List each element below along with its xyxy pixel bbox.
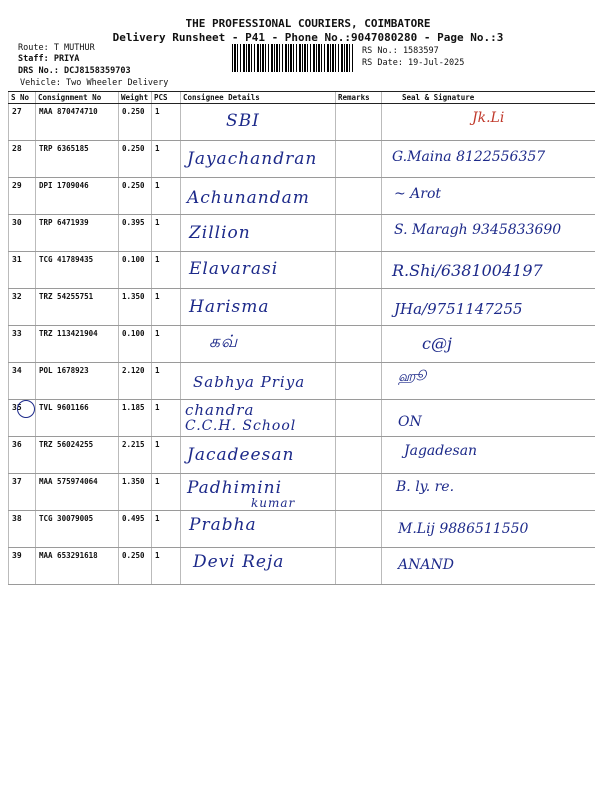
consignee-cell (181, 215, 336, 252)
consignee-cell (181, 400, 336, 437)
signature-cell (382, 326, 595, 363)
col-consignee: Consignee Details (181, 92, 336, 104)
consignee-cell (181, 141, 336, 178)
consignee-cell (181, 511, 336, 548)
table-row (9, 400, 595, 437)
rs-date: RS Date: 19-Jul-2025 (362, 58, 465, 68)
table-row (9, 215, 595, 252)
signature: ~ Arot (394, 186, 442, 202)
col-pcs: PCS (152, 92, 181, 104)
remarks-cell (336, 326, 382, 363)
remarks-cell (336, 104, 382, 141)
consignee-name: Sabhya Priya (193, 373, 306, 391)
remarks-cell (336, 178, 382, 215)
signature: S. Maragh 9345833690 (394, 222, 562, 238)
sno-cell: 33 (9, 326, 36, 363)
consignee-name: Prabha (189, 515, 257, 535)
signature: B. ly. re. (396, 479, 455, 495)
signature: JHa/9751147255 (394, 300, 523, 318)
consignment-cell: TRP 6365185 (36, 141, 119, 178)
pcs-cell: 1 (152, 437, 181, 474)
table-header-row (9, 92, 595, 104)
weight-cell: 1.185 (119, 400, 152, 437)
consignee-name: Harisma (189, 297, 270, 317)
pcs-cell: 1 (152, 363, 181, 400)
signature-cell (382, 178, 595, 215)
signature-cell (382, 104, 595, 141)
signature: G.Maina 8122556357 (392, 149, 546, 165)
remarks-cell (336, 511, 382, 548)
consignee-name: Achunandam (187, 188, 310, 208)
consignee-cell (181, 326, 336, 363)
remarks-cell (336, 437, 382, 474)
remarks-cell (336, 215, 382, 252)
remarks-cell (336, 363, 382, 400)
table-row (9, 437, 595, 474)
consignee-line2: C.C.H. School (185, 418, 297, 434)
company-title: THE PROFESSIONAL COURIERS, COIMBATORE (185, 17, 431, 30)
pcs-cell: 1 (152, 548, 181, 585)
route-label: Route: T MUTHUR (18, 43, 95, 53)
runsheet-title: Delivery Runsheet - P41 - Phone No.:9047080280 - Page No.:3 (112, 31, 504, 44)
consignment-cell: MAA 653291618 (36, 548, 119, 585)
table-row (9, 178, 595, 215)
sno-cell (9, 400, 36, 437)
table-row (9, 252, 595, 289)
signature: Jagadesan (404, 443, 478, 459)
consignee-name: Zillion (189, 223, 251, 243)
consignee-cell (181, 548, 336, 585)
consignee-name: Elavarasi (189, 259, 279, 279)
vehicle-label: Vehicle: Two Wheeler Delivery (20, 78, 169, 88)
weight-cell: 1.350 (119, 474, 152, 511)
signature-cell (382, 363, 595, 400)
weight-cell: 1.350 (119, 289, 152, 326)
consignment-cell: TVL 9601166 (36, 400, 119, 437)
consignee-cell (181, 474, 336, 511)
pcs-cell: 1 (152, 215, 181, 252)
remarks-cell (336, 289, 382, 326)
remarks-cell (336, 548, 382, 585)
weight-cell: 0.250 (119, 141, 152, 178)
col-consignment: Consignment No (36, 92, 119, 104)
consignment-cell: TRZ 113421904 (36, 326, 119, 363)
weight-cell: 0.250 (119, 104, 152, 141)
pcs-cell: 1 (152, 400, 181, 437)
signature-cell (382, 215, 595, 252)
consignee-cell (181, 363, 336, 400)
table-row (9, 548, 595, 585)
weight-cell: 0.495 (119, 511, 152, 548)
consignment-cell: POL 1678923 (36, 363, 119, 400)
consignee-line2: kumar (251, 496, 296, 510)
circle-mark (17, 400, 35, 418)
consignment-cell: TCG 41789435 (36, 252, 119, 289)
table-row (9, 363, 595, 400)
consignee-name: கவ் (209, 332, 239, 352)
signature: ANAND (398, 557, 454, 573)
col-remarks: Remarks (336, 92, 382, 104)
signature: R.Shi/6381004197 (392, 261, 543, 280)
pcs-cell: 1 (152, 326, 181, 363)
consignment-cell: MAA 575974064 (36, 474, 119, 511)
consignment-cell: TRP 6471939 (36, 215, 119, 252)
signature: Jk.Li (472, 110, 505, 126)
table-row (9, 326, 595, 363)
pcs-cell: 1 (152, 474, 181, 511)
weight-cell: 0.100 (119, 326, 152, 363)
weight-cell: 2.215 (119, 437, 152, 474)
consignment-cell: TRZ 56024255 (36, 437, 119, 474)
signature-cell (382, 511, 595, 548)
sno-cell: 27 (9, 104, 36, 141)
drs-label: DRS No.: DCJ8158359703 (18, 66, 131, 76)
pcs-cell: 1 (152, 511, 181, 548)
table-row (9, 104, 595, 141)
sno-cell: 38 (9, 511, 36, 548)
runsheet-table (8, 91, 595, 585)
consignee-name: Jayachandran (187, 149, 318, 169)
remarks-cell (336, 474, 382, 511)
weight-cell: 0.395 (119, 215, 152, 252)
col-weight: Weight (119, 92, 152, 104)
consignment-cell: MAA 870474710 (36, 104, 119, 141)
col-sno: S No (9, 92, 36, 104)
consignee-name: SBI (226, 111, 260, 131)
sno-cell: 37 (9, 474, 36, 511)
consignee-name: chandra (185, 401, 255, 419)
signature: ON (398, 414, 422, 430)
sno-value: 35 (12, 403, 22, 412)
consignee-cell (181, 104, 336, 141)
signature-cell (382, 437, 595, 474)
consignee-cell (181, 437, 336, 474)
consignee-name: Devi Reja (193, 552, 285, 572)
rs-number: RS No.: 1583597 (362, 46, 439, 56)
sno-cell: 32 (9, 289, 36, 326)
sno-cell: 39 (9, 548, 36, 585)
consignee-cell (181, 178, 336, 215)
signature-cell (382, 252, 595, 289)
remarks-cell (336, 400, 382, 437)
consignment-cell: TRZ 54255751 (36, 289, 119, 326)
pcs-cell: 1 (152, 141, 181, 178)
consignment-cell: DPI 1709046 (36, 178, 119, 215)
consignee-cell (181, 252, 336, 289)
weight-cell: 2.120 (119, 363, 152, 400)
pcs-cell: 1 (152, 252, 181, 289)
sno-cell: 30 (9, 215, 36, 252)
signature-cell (382, 548, 595, 585)
weight-cell: 0.250 (119, 178, 152, 215)
table-row (9, 141, 595, 178)
table-row (9, 289, 595, 326)
pcs-cell: 1 (152, 104, 181, 141)
pcs-cell: 1 (152, 178, 181, 215)
staff-label: Staff: PRIYA (18, 54, 80, 64)
sno-cell: 29 (9, 178, 36, 215)
pcs-cell: 1 (152, 289, 181, 326)
sno-cell: 28 (9, 141, 36, 178)
consignment-cell: TCG 30079005 (36, 511, 119, 548)
sno-cell: 34 (9, 363, 36, 400)
weight-cell: 0.100 (119, 252, 152, 289)
consignee-name: Jacadeesan (187, 445, 295, 465)
signature: ஹூ (398, 369, 426, 385)
barcode (232, 44, 354, 72)
table-row (9, 511, 595, 548)
signature-cell (382, 289, 595, 326)
signature-cell (382, 474, 595, 511)
sno-cell: 36 (9, 437, 36, 474)
sno-cell: 31 (9, 252, 36, 289)
table-row (9, 474, 595, 511)
col-signature: Seal & Signature (382, 92, 595, 104)
weight-cell: 0.250 (119, 548, 152, 585)
signature-cell (382, 141, 595, 178)
consignee-name: Padhimini (187, 478, 283, 498)
signature: M.Lij 9886511550 (398, 521, 529, 537)
remarks-cell (336, 141, 382, 178)
remarks-cell (336, 252, 382, 289)
signature-cell (382, 400, 595, 437)
consignee-cell (181, 289, 336, 326)
signature: c@j (422, 334, 452, 353)
